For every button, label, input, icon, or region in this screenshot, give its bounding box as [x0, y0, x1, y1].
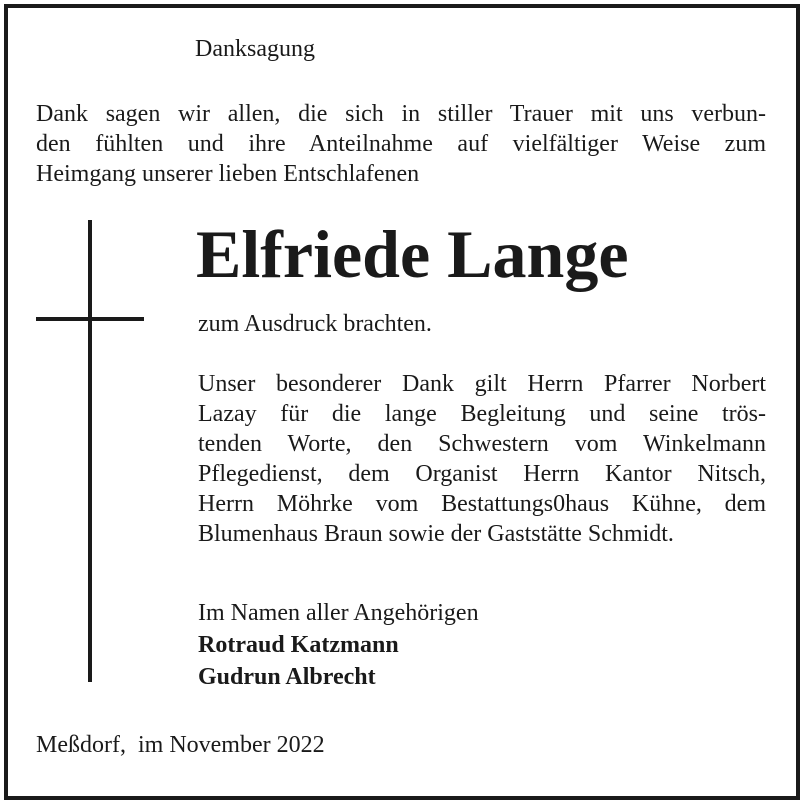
cross-icon: [88, 220, 92, 682]
thanks-line: Herrn Möhrke vom Bestattungs0haus Kühne, dem: [198, 491, 766, 517]
followup-text: zum Ausdruck brachten.: [198, 311, 432, 337]
thanks-line: Pflegedienst, dem Organist Herrn Kantor Nitsch,: [198, 461, 766, 487]
thanks-line: Unser besonderer Dank gilt Herrn Pfarrer Norbert: [198, 371, 766, 397]
thanks-line: Lazay für die lange Begleitung und seine trös-: [198, 401, 766, 427]
closing-block: [198, 597, 479, 693]
signoff-text: Im Namen aller Angehörigen: [198, 600, 479, 626]
cross-icon-bar: [36, 317, 144, 321]
intro-line: Heimgang unserer lieben Entschlafenen: [36, 161, 420, 187]
thanks-paragraph: [198, 369, 766, 549]
intro-paragraph: [36, 99, 766, 189]
intro-line: den fühlten und ihre Anteilnahme auf vielfältiger Weise zum: [36, 131, 766, 157]
deceased-name: Elfriede Lange: [196, 216, 629, 292]
place-date: Meßdorf, im November 2022: [36, 732, 325, 758]
signer-name: Gudrun Albrecht: [198, 664, 376, 690]
intro-line: Dank sagen wir allen, die sich in stiller Trauer mit uns verbun-: [36, 101, 766, 127]
thanks-line: tenden Worte, den Schwestern vom Winkelmann: [198, 431, 766, 457]
signer-name: Rotraud Katzmann: [198, 632, 399, 658]
notice-heading: Danksagung: [195, 36, 315, 62]
thanks-line: Blumenhaus Braun sowie der Gaststätte Schmidt.: [198, 521, 674, 547]
